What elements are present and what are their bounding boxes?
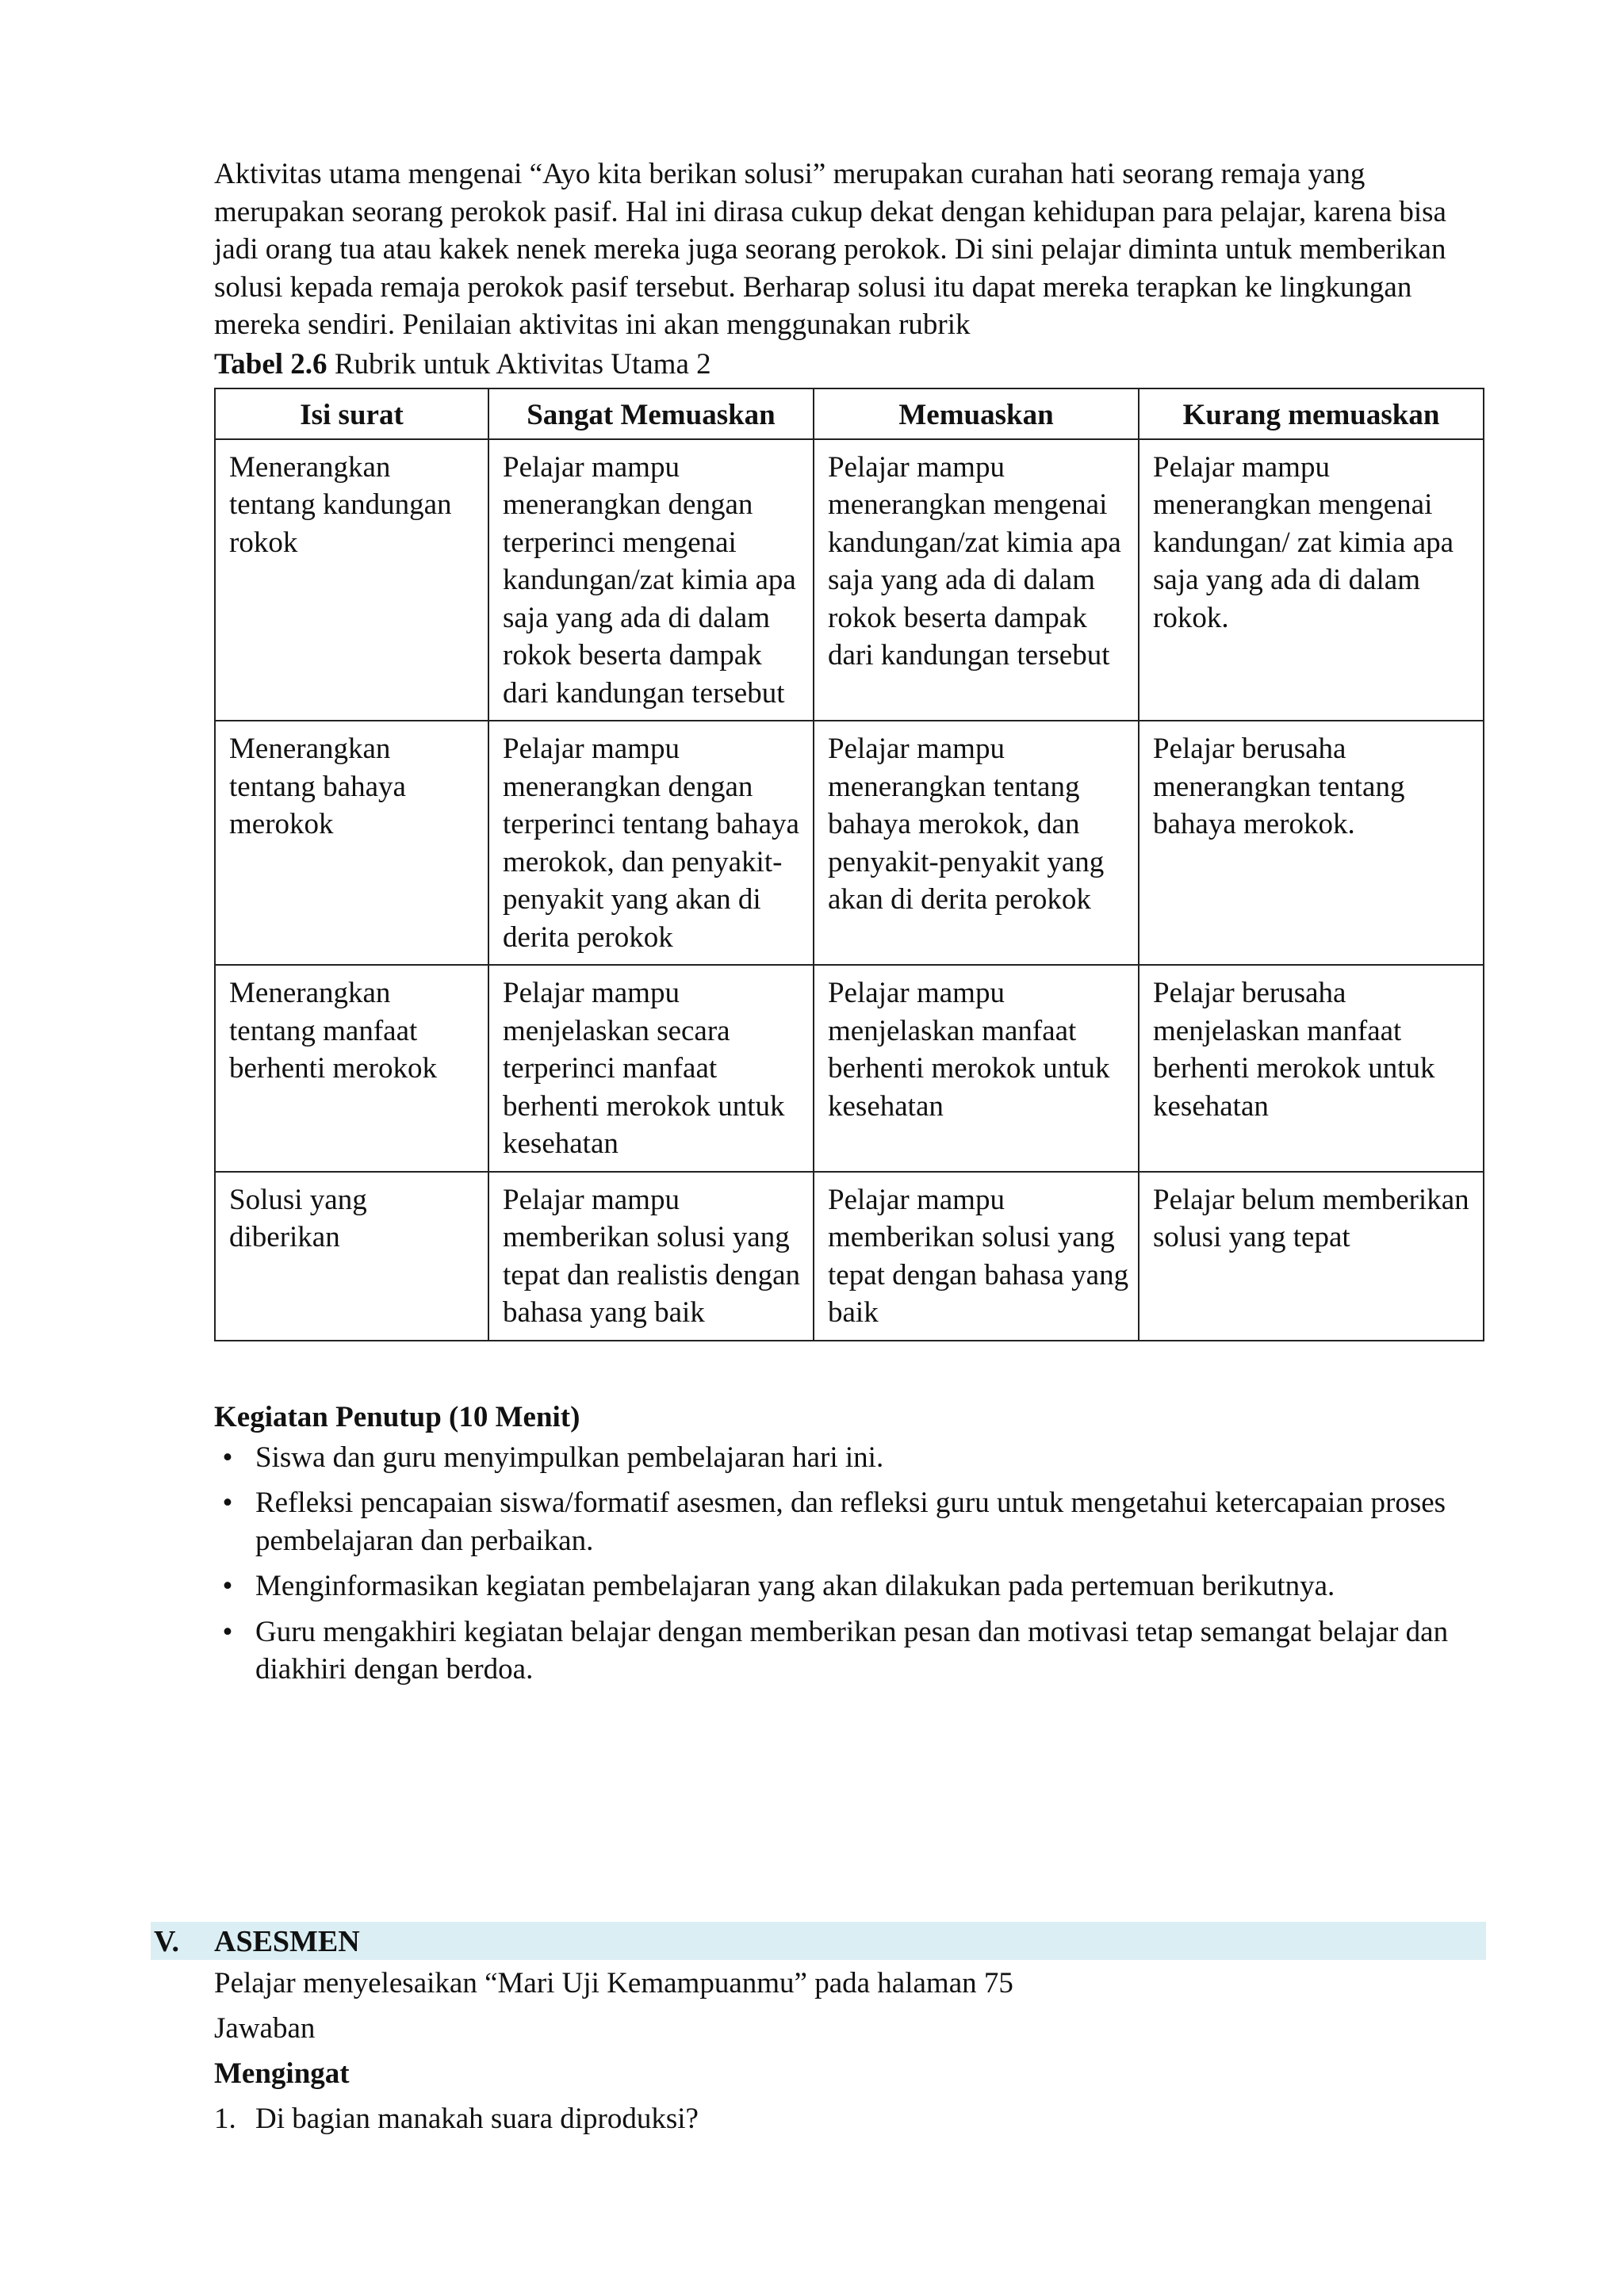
table-cell: Pelajar berusaha menerangkan tentang bahaya merokok. bbox=[1139, 721, 1484, 965]
question-item bbox=[214, 2100, 1483, 2137]
table-cell: Pelajar belum memberikan solusi yang tepat bbox=[1139, 1172, 1484, 1341]
intro-paragraph: Aktivitas utama mengenai “Ayo kita berikan solusi” merupakan curahan hati seorang remaja yang merupakan seorang perokok pasif. Hal ini dirasa cukup dekat dengan kehidupan para pelajar, karena bisa jadi orang tua atau kakek nenek mereka juga seorang perokok. Di sini pelajar diminta untuk memberikan solusi kepada remaja perokok pasif tersebut. Berharap solusi itu dapat mereka terapkan ke lingkungan mereka sendiri. Penilaian aktivitas ini akan menggunakan rubrik bbox=[214, 158, 1446, 341]
section-number: V. bbox=[154, 1925, 180, 1958]
rubric-table bbox=[214, 388, 1484, 1341]
table-row bbox=[215, 439, 1484, 721]
list-item bbox=[214, 1484, 1483, 1559]
table-cell: Pelajar mampu menjelaskan manfaat berhenti merokok untuk kesehatan bbox=[814, 965, 1139, 1172]
bullet-icon: • bbox=[222, 1441, 233, 1474]
asesmen-answer-label: Jawaban bbox=[214, 2012, 316, 2045]
list-item bbox=[214, 1613, 1483, 1689]
list-item-text: Guru mengakhiri kegiatan belajar dengan memberikan pesan dan motivasi tetap semangat belajar dan diakhiri dengan berdoa. bbox=[255, 1615, 1449, 1686]
table-cell: Pelajar mampu menerangkan mengenai kandungan/zat kimia apa saja yang ada di dalam rokok beserta dampak dari kandungan tersebut bbox=[814, 439, 1139, 721]
header-sangat-memuaskan: Sangat Memuaskan bbox=[488, 388, 814, 439]
asesmen-instruction: Pelajar menyelesaikan “Mari Uji Kemampuanmu” pada halaman 75 bbox=[214, 1967, 1013, 1999]
list-item-text: Siswa dan guru menyimpulkan pembelajaran hari ini. bbox=[255, 1441, 884, 1474]
list-item bbox=[214, 1567, 1483, 1605]
table-cell: Menerangkan tentang kandungan rokok bbox=[215, 439, 488, 721]
table-cell: Pelajar mampu menerangkan tentang bahaya merokok, dan penyakit-penyakit yang akan di derita perokok bbox=[814, 721, 1139, 965]
asesmen-heading bbox=[151, 1922, 1486, 1960]
asesmen-content bbox=[214, 1965, 1483, 2145]
question-text: Di bagian manakah suara diproduksi? bbox=[255, 2103, 699, 2135]
table-cell: Pelajar mampu menerangkan mengenai kandungan/ zat kimia apa saja yang ada di dalam rokok. bbox=[1139, 439, 1484, 721]
header-kurang-memuaskan: Kurang memuaskan bbox=[1139, 388, 1484, 439]
table-cell: Pelajar mampu memberikan solusi yang tepat dengan bahasa yang baik bbox=[814, 1172, 1139, 1341]
table-cell: Menerangkan tentang manfaat berhenti merokok bbox=[215, 965, 488, 1172]
table-row bbox=[215, 721, 1484, 965]
bullet-icon: • bbox=[222, 1615, 233, 1648]
penutup-list bbox=[214, 1439, 1483, 1689]
table-cell: Menerangkan tentang bahaya merokok bbox=[215, 721, 488, 965]
bullet-icon: • bbox=[222, 1487, 233, 1519]
table-cell: Pelajar mampu menerangkan dengan terperinci tentang bahaya merokok, dan penyakit-penyakit yang akan di derita perokok bbox=[488, 721, 814, 965]
bullet-icon: • bbox=[222, 1570, 233, 1602]
list-item-text: Refleksi pencapaian siswa/formatif asesmen, dan refleksi guru untuk mengetahui ketercapaian proses pembelajaran dan perbaikan. bbox=[255, 1487, 1446, 1557]
table-caption-label: Tabel 2.6 bbox=[214, 347, 327, 381]
question-number: 1. bbox=[214, 2103, 236, 2135]
asesmen-subheading: Mengingat bbox=[214, 2057, 350, 2090]
table-row bbox=[215, 1172, 1484, 1341]
header-memuaskan: Memuaskan bbox=[814, 388, 1139, 439]
list-item bbox=[214, 1439, 1483, 1477]
table-cell: Pelajar mampu menjelaskan secara terperinci manfaat berhenti merokok untuk kesehatan bbox=[488, 965, 814, 1172]
table-row bbox=[215, 965, 1484, 1172]
page-content bbox=[214, 155, 1483, 1697]
list-item-text: Menginformasikan kegiatan pembelajaran yang akan dilakukan pada pertemuan berikutnya. bbox=[255, 1570, 1335, 1602]
section-title: ASESMEN bbox=[214, 1925, 360, 1958]
table-cell: Pelajar mampu memberikan solusi yang tepat dan realistis dengan bahasa yang baik bbox=[488, 1172, 814, 1341]
table-cell: Pelajar mampu menerangkan dengan terperinci mengenai kandungan/zat kimia apa saja yang ada di dalam rokok beserta dampak dari kandungan tersebut bbox=[488, 439, 814, 721]
table-header-row bbox=[215, 388, 1484, 439]
table-caption bbox=[214, 346, 1483, 383]
table-cell: Solusi yang diberikan bbox=[215, 1172, 488, 1341]
table-caption-text: Rubrik untuk Aktivitas Utama 2 bbox=[327, 347, 711, 381]
penutup-title: Kegiatan Penutup (10 Menit) bbox=[214, 1400, 580, 1433]
table-cell: Pelajar berusaha menjelaskan manfaat berhenti merokok untuk kesehatan bbox=[1139, 965, 1484, 1172]
header-isi-surat: Isi surat bbox=[215, 388, 488, 439]
